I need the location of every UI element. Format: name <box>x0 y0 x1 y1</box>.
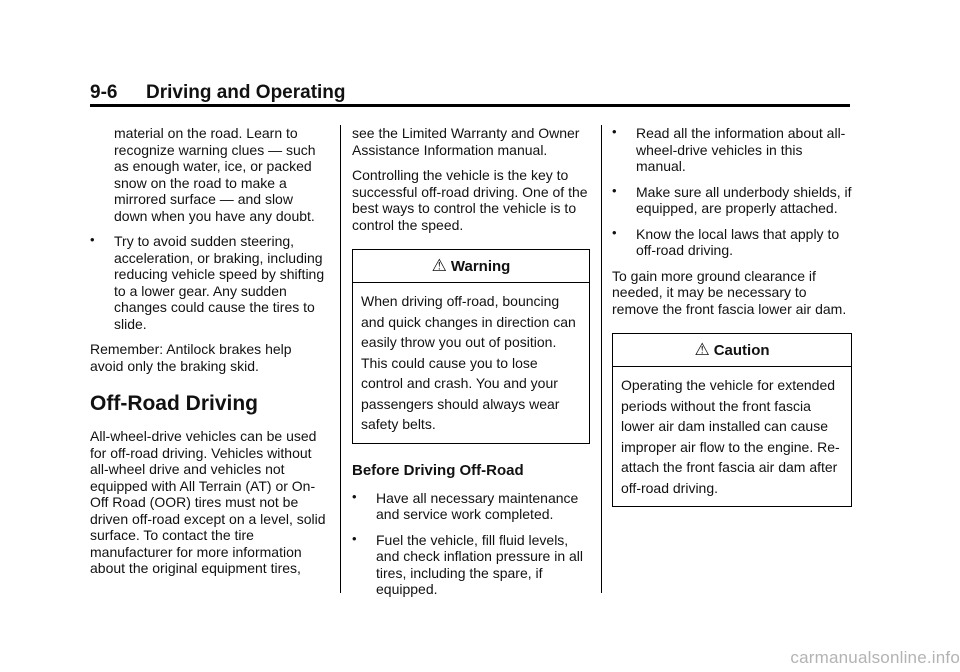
bullet-icon: • <box>612 124 617 139</box>
warning-title: Warning <box>450 258 511 275</box>
list-item: • Fuel the vehicle, fill fluid levels, and check inflation pressure in all tires, including the spare, if equipped. <box>352 530 584 597</box>
watermark: carmanualsonline.info <box>790 648 960 667</box>
bullet-list <box>352 490 590 598</box>
column-1 <box>90 125 328 586</box>
bullet-icon: • <box>612 224 617 240</box>
page-header <box>90 82 850 104</box>
paragraph: To gain more ground clearance if needed, it may be necessary to remove the front fascia lower air dam. <box>612 267 847 317</box>
column-3 <box>612 125 852 521</box>
paragraph: Remember: Antilock brakes help avoid only the braking skid. <box>90 341 292 374</box>
page-number: 9-6 <box>90 82 118 103</box>
bullet-icon: • <box>352 530 357 546</box>
warning-header <box>353 250 589 283</box>
list-item: • Read all the information about all-wheel-drive vehicles in this manual. <box>612 124 846 174</box>
list-item: • Try to avoid sudden steering, acceleration, or braking, including reducing vehicle speed by shifting to a lower gear. Any sudden changes could cause the tires to slide. <box>90 232 325 332</box>
continuation-text: material on the road. Learn to recognize warning clues — such as enough water, ice, or packed snow on the road to make a mirrored surface — and slow down when you have any doubt. <box>114 125 316 224</box>
header-rule <box>90 104 850 107</box>
section-heading: Off-Road Driving <box>90 392 258 415</box>
continuation-text: see the Limited Warranty and Owner Assistance Information manual. <box>352 125 580 158</box>
column-divider-2 <box>601 125 602 593</box>
bullet-list <box>612 125 852 259</box>
paragraph: Controlling the vehicle is the key to successful off-road driving. One of the best ways to control the vehicle is to control the speed. <box>352 167 588 233</box>
warning-body: When driving off-road, bouncing and quick changes in direction can easily throw you out of position. This could cause you to lose control and crash. You and your passengers should always wear safety belts. <box>361 293 576 432</box>
bullet-list <box>90 233 328 332</box>
caution-header <box>613 334 851 367</box>
column-divider-1 <box>340 125 341 593</box>
bullet-icon: • <box>90 232 95 247</box>
bullet-icon: • <box>352 488 357 504</box>
bullet-icon: • <box>612 182 617 198</box>
caution-box <box>612 333 852 507</box>
caution-icon: ⚠ <box>694 340 710 359</box>
column-2 <box>352 125 590 607</box>
warning-icon: ⚠ <box>431 256 447 275</box>
warning-box <box>352 249 590 444</box>
section-title: Driving and Operating <box>146 82 346 103</box>
caution-body: Operating the vehicle for extended periods without the front fascia lower air dam installed can cause improper air flow to the engine. Re-attach the front fascia air dam after off-road driving. <box>621 377 840 496</box>
paragraph: All-wheel-drive vehicles can be used for off-road driving. Vehicles without all-wheel drive and vehicles not equipped with All Terrain (AT) or On-Off Road (OOR) tires must not be driven off-road except on a level, solid surface. To contact the tire manufacturer for more information about the original equipment tires, <box>90 428 326 576</box>
caution-title: Caution <box>713 342 770 359</box>
list-item: • Know the local laws that apply to off-road driving. <box>612 224 840 258</box>
list-item: • Make sure all underbody shields, if equipped, are properly attached. <box>612 182 852 216</box>
list-item: • Have all necessary maintenance and service work completed. <box>352 488 579 522</box>
subheading: Before Driving Off-Road <box>352 461 524 479</box>
